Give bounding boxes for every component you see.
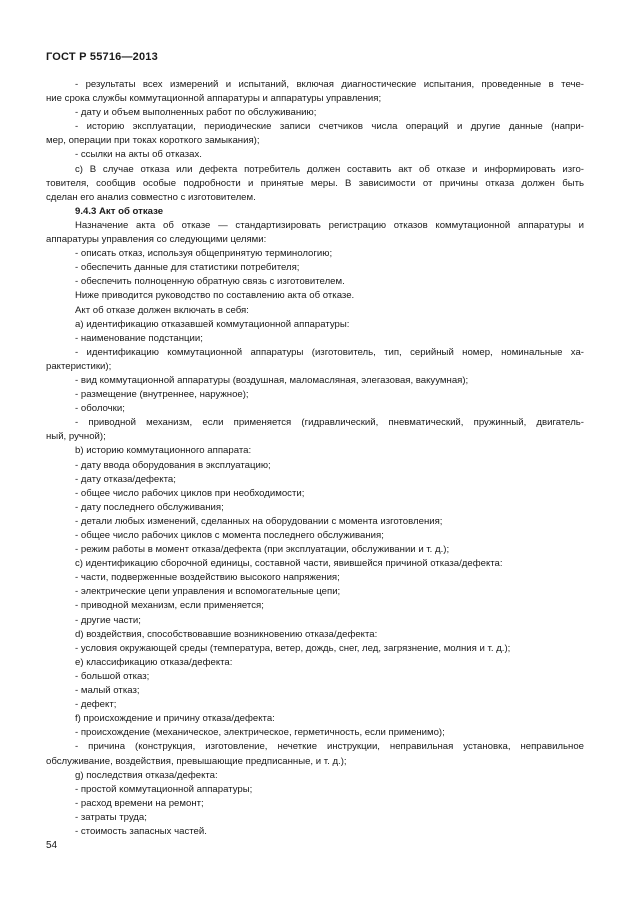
text-line: d) воздействия, способствовавшие возникновению отказа/дефекта: xyxy=(75,628,378,640)
text-line: товителя, сообщив особые подробности и принятые меры. В зависимости от причины отказа должен быть xyxy=(46,177,584,189)
text-line: - расход времени на ремонт; xyxy=(75,797,204,809)
text-line: - приводной механизм, если применяется; xyxy=(75,600,264,612)
text-line: - описать отказ, используя общепринятую терминологию; xyxy=(75,248,333,260)
text-line: - большой отказ; xyxy=(75,670,150,682)
text-line: - оболочки; xyxy=(75,403,125,415)
document-header: ГОСТ Р 55716—2013 xyxy=(46,51,158,63)
page-number: 54 xyxy=(46,840,58,851)
text-line: - результаты всех измерений и испытаний, включая диагностические испытания, проведенные в тече- xyxy=(75,79,584,90)
text-line: - обеспечить полноценную обратную связь с изготовителем. xyxy=(75,276,345,288)
text-line: ние срока службы коммутационной аппаратуры и аппаратуры управления; xyxy=(46,93,382,105)
text-line: c) идентификацию сборочной единицы, составной части, явившейся причиной отказа/дефекта: xyxy=(75,558,503,570)
text-line: - детали любых изменений, сделанных на оборудовании с момента изготовления; xyxy=(75,515,443,527)
text-line: - малый отказ; xyxy=(75,685,140,697)
text-line: - дату и объем выполненных работ по обслуживанию; xyxy=(75,107,317,119)
text-line: - дату последнего обслуживания; xyxy=(75,501,224,513)
text-line: обслуживание, воздействия, превышающие предписанные, и т. д.); xyxy=(46,755,347,767)
text-line: - общее число рабочих циклов при необходимости; xyxy=(75,487,305,499)
text-line: - идентификацию коммутационной аппаратуры (изготовитель, тип, серийный номер, номинальные ха- xyxy=(75,346,584,358)
text-line: - ссылки на акты об отказах. xyxy=(75,149,202,161)
text-line: - приводной механизм, если применяется (гидравлический, пневматический, пружинный, двигатель- xyxy=(75,417,584,429)
text-line: - размещение (внутреннее, наружное); xyxy=(75,389,249,401)
text-line: - историю эксплуатации, периодические записи счетчиков числа операций и другие данные (напри- xyxy=(75,121,584,133)
text-line: Назначение акта об отказе — стандартизировать регистрацию отказов коммутационной аппаратуры и xyxy=(75,219,584,231)
text-line: b) историю коммутационного аппарата: xyxy=(75,445,252,457)
text-line: f) происхождение и причину отказа/дефекта: xyxy=(75,713,275,725)
text-line: - затраты труда; xyxy=(75,811,147,823)
text-line: - дату ввода оборудования в эксплуатацию; xyxy=(75,459,271,471)
text-line: c) В случае отказа или дефекта потребитель должен составить акт об отказе и информировать изго- xyxy=(75,163,584,175)
text-line: ный, ручной); xyxy=(46,431,106,443)
text-line: e) классификацию отказа/дефекта: xyxy=(75,656,233,668)
document-body xyxy=(46,78,584,839)
text-line: аппаратуры управления со следующими целями: xyxy=(46,234,267,246)
text-line: a) идентификацию отказавшей коммутационной аппаратуры: xyxy=(75,318,350,330)
text-line: - обеспечить данные для статистики потребителя; xyxy=(75,262,300,274)
text-line: Ниже приводится руководство по составлению акта об отказе. xyxy=(75,290,355,302)
text-line: g) последствия отказа/дефекта: xyxy=(75,769,218,781)
text-line: - части, подверженные воздействию высокого напряжения; xyxy=(75,572,340,584)
text-line: - простой коммутационной аппаратуры; xyxy=(75,783,253,795)
text-line: - электрические цепи управления и вспомогательные цепи; xyxy=(75,586,341,598)
text-line: - другие части; xyxy=(75,614,141,626)
text-line: Акт об отказе должен включать в себя: xyxy=(75,304,249,316)
text-line: - наименование подстанции; xyxy=(75,332,203,344)
text-line: сделан его анализ совместно с изготовителем. xyxy=(46,191,256,203)
text-line: - происхождение (механическое, электрическое, герметичность, если применимо); xyxy=(75,727,445,739)
text-line: рактеристики); xyxy=(46,360,112,372)
text-line: - вид коммутационной аппаратуры (воздушная, маломасляная, элегазовая, вакуумная); xyxy=(75,374,469,386)
text-line: мер, операции при токах короткого замыкания); xyxy=(46,135,260,147)
text-line: - условия окружающей среды (температура, ветер, дождь, снег, лед, загрязнение, молния и т. д.); xyxy=(75,642,511,654)
text-line: - причина (конструкция, изготовление, нечеткие инструкции, неправильная установка, неправильное xyxy=(75,741,584,753)
text-line: - стоимость запасных частей. xyxy=(75,825,207,837)
text-line: - дату отказа/дефекта; xyxy=(75,473,176,485)
text-line: - режим работы в момент отказа/дефекта (при эксплуатации, обслуживании и т. д.); xyxy=(75,544,450,556)
section-heading: 9.4.3 Акт об отказе xyxy=(75,205,164,217)
text-line: - общее число рабочих циклов с момента последнего обслуживания; xyxy=(75,530,384,541)
text-line: - дефект; xyxy=(75,699,117,711)
